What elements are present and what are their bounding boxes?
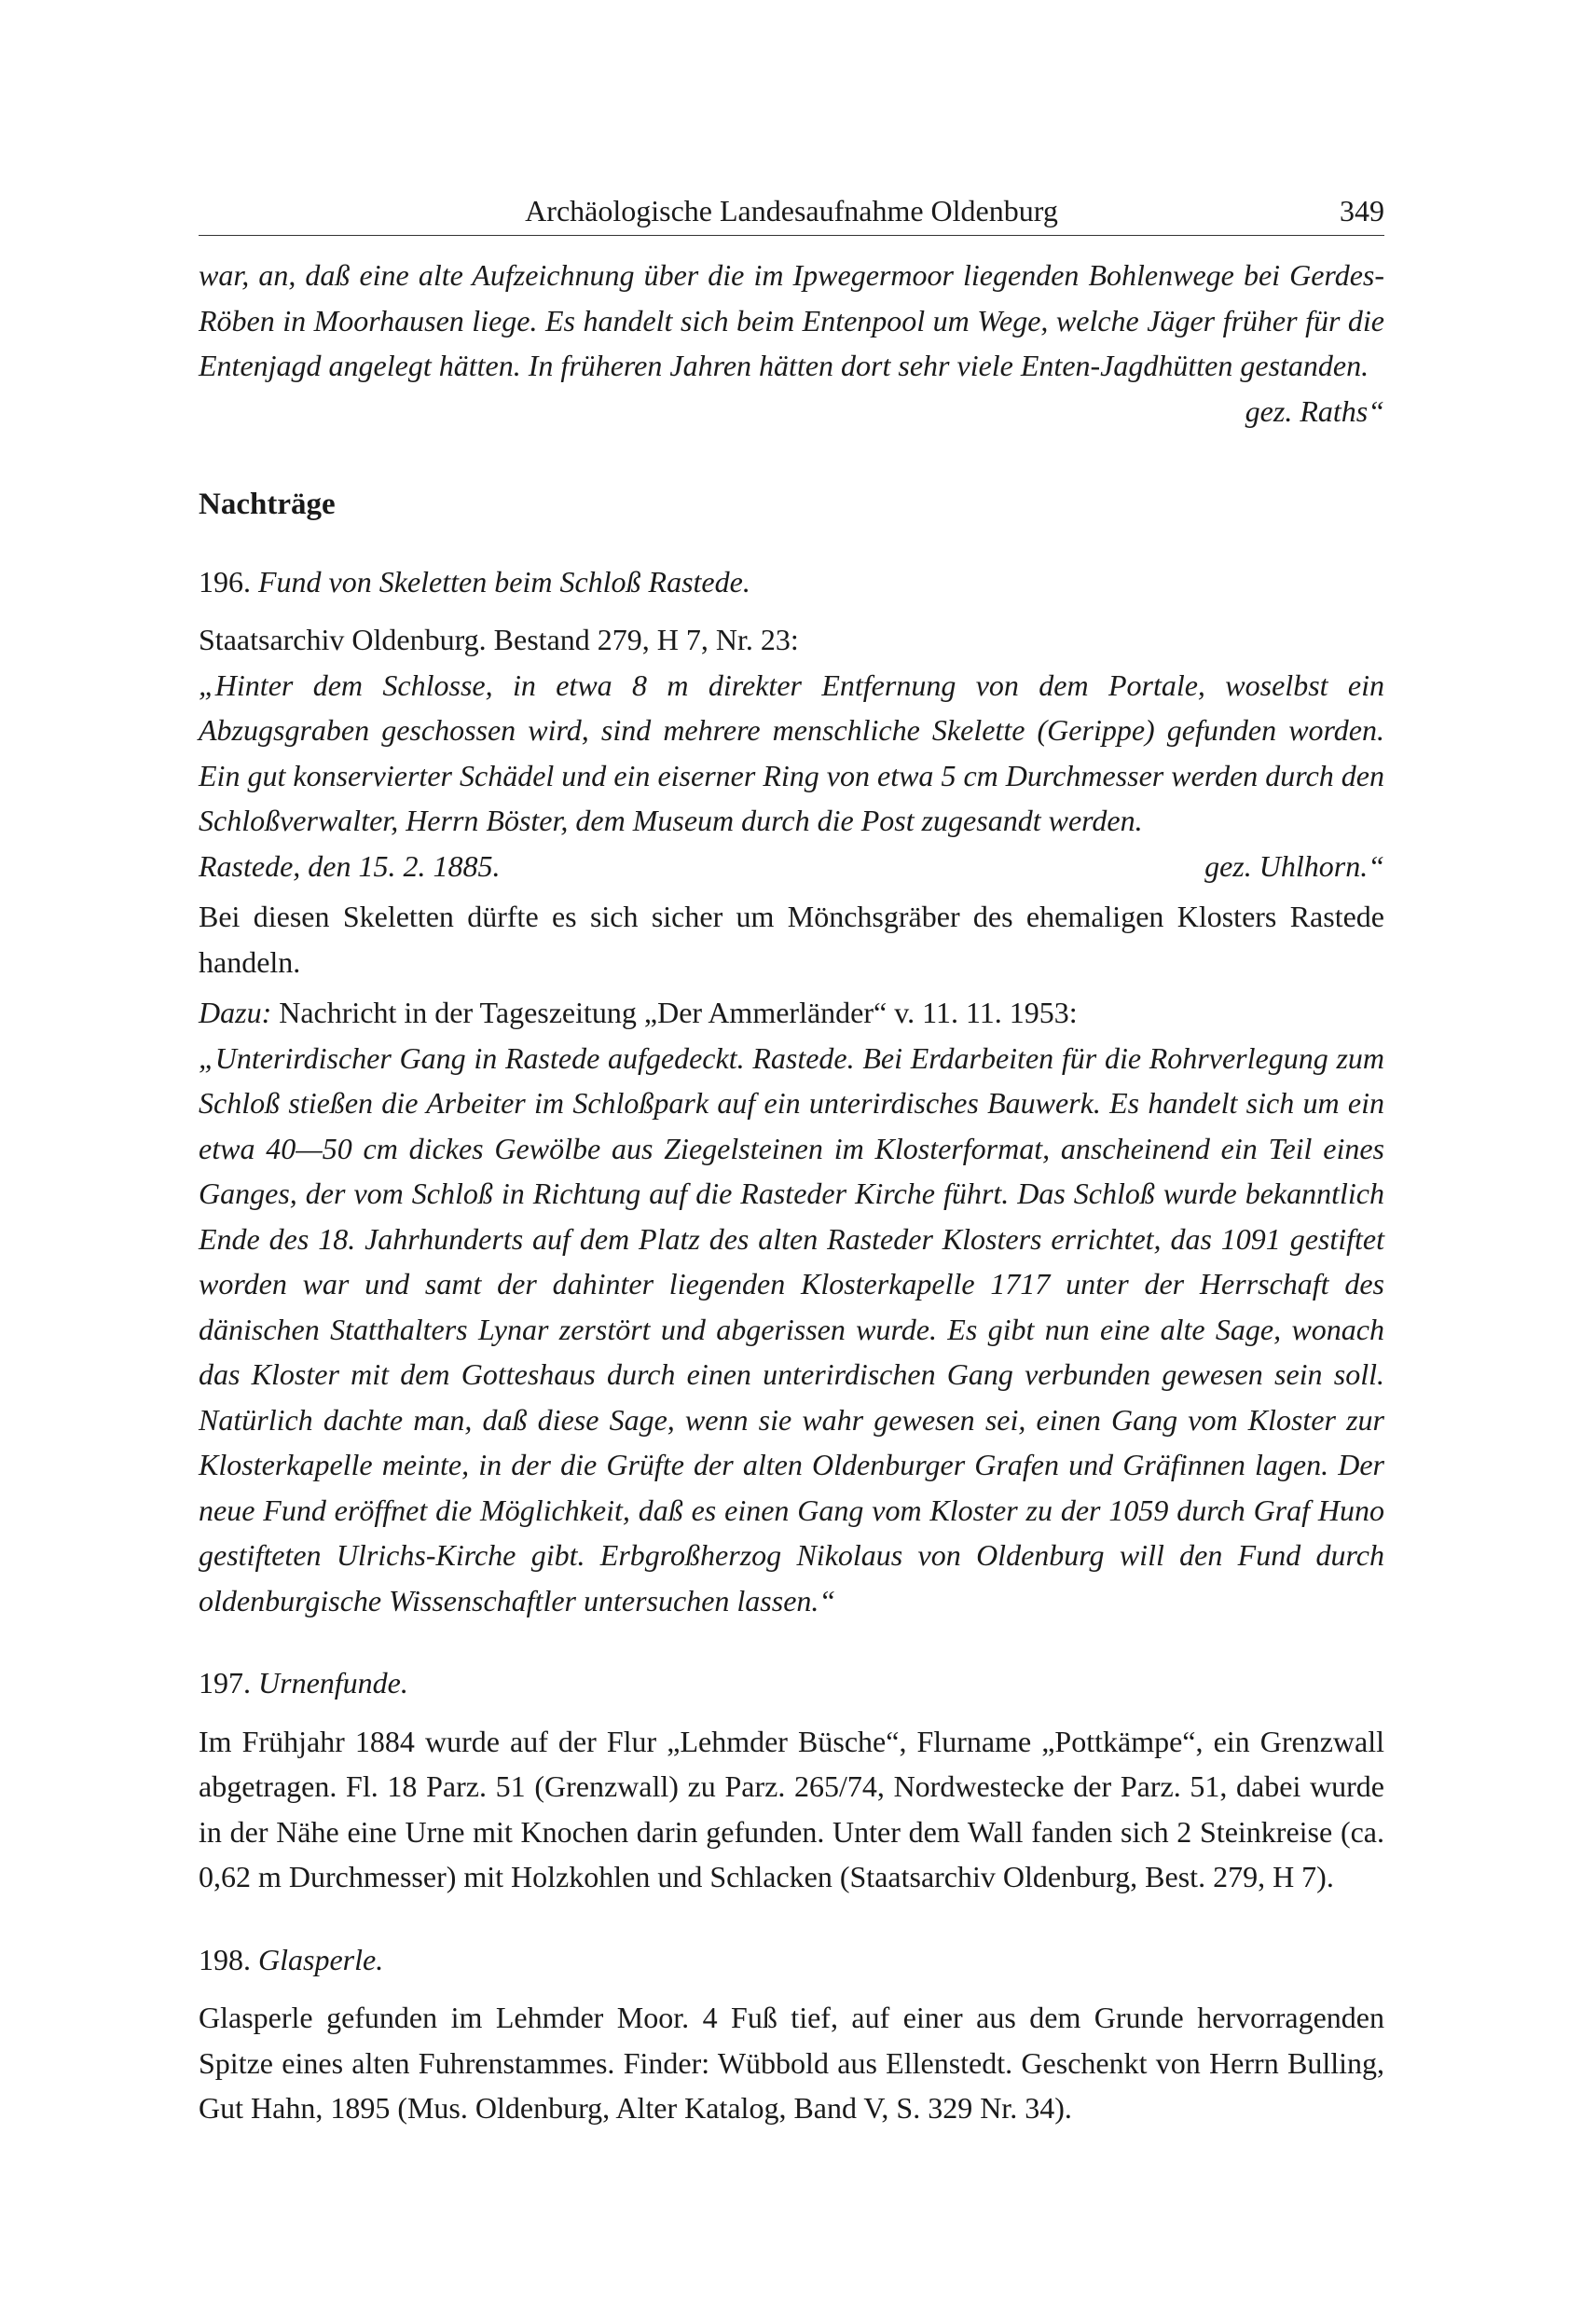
entry-197-title: Urnenfunde. xyxy=(258,1666,408,1700)
document-page xyxy=(199,186,1384,2131)
entry-198-title: Glasperle. xyxy=(258,1942,384,1976)
page-number: 349 xyxy=(1340,194,1384,227)
section-heading: Nachträge xyxy=(199,488,336,521)
entry-197-text: Im Frühjahr 1884 wurde auf der Flur „Lehmder Büsche“, Flurname „Pottkämpe“, ein Grenzwall abgetragen. Fl. 18 Parz. 51 (Grenzwall) zu Parz. 265/74, Nordwestecke der Parz. 51, dabei wurde in der Nähe eine Urne mit Knochen darin gefunden. Unter dem Wall fanden sich 2 Steinkreise (ca. 0,62 m Durchmesser) mit Holzkohlen und Schlacken (Staatsarchiv Oldenburg, Best. 279, H 7). xyxy=(199,1724,1384,1893)
entry-198-heading xyxy=(199,1937,1384,1983)
running-title: Archäologische Landesaufnahme Oldenburg xyxy=(525,194,1058,227)
dazu-text: Nachricht in der Tageszeitung „Der Ammerländer“ v. 11. 11. 1953: xyxy=(271,996,1078,1029)
dazu-label: Dazu: xyxy=(199,996,272,1029)
entry-196-dazu xyxy=(199,990,1384,1036)
entry-196-signature: gez. Uhlhorn.“ xyxy=(1204,848,1384,883)
entry-196-quote: „Hinter dem Schlosse, in etwa 8 m direkter Entfernung von dem Portale, woselbst ein Abzugsgraben geschossen wird, sind mehrere menschliche Skelette (Gerippe) gefunden worden. Ein gut konservierter Schädel und ein eiserner Ring von etwa 5 cm Durchmesser werden durch den Schloßverwalter, Herrn Böster, dem Museum durch die Post zugesandt werden. xyxy=(199,667,1384,837)
intro-signature: gez. Raths“ xyxy=(1245,393,1384,428)
entry-196-number: 196. xyxy=(199,564,251,599)
entry-196-source: Staatsarchiv Oldenburg. Bestand 279, H 7, Nr. 23: xyxy=(199,623,799,656)
intro-signoff xyxy=(199,389,1384,434)
entry-196-heading xyxy=(199,559,1384,605)
entry-196-newspaper-quote: „Unterirdischer Gang in Rastede aufgedeckt. Rastede. Bei Erdarbeiten für die Rohrverlegung zum Schloß stießen die Arbeiter im Schloßpark auf ein unterirdisches Bauwerk. Es handelt sich um ein etwa 40—50 cm dickes Gewölbe aus Ziegelsteinen im Klosterformat, anscheinend ein Teil eines Ganges, der vom Schloß in Richtung auf die Rasteder Kirche führt. Das Schloß wurde bekanntlich Ende des 18. Jahrhunderts auf dem Platz des alten Rasteder Klosters errichtet, das 1091 gestiftet worden war und samt der dahinter liegenden Klosterkapelle 1717 unter der Herrschaft des dänischen Statthalters Lynar zerstört und abgerissen wurde. Es gibt nun eine alte Sage, wonach das Kloster mit dem Gotteshaus durch einen unterirdischen Gang verbunden gewesen sein soll. Natürlich dachte man, daß diese Sage, wenn sie wahr gewesen sei, einen Gang vom Kloster zur Klosterkapelle meinte, in der die Grüfte der alten Oldenburger Grafen und Gräfinnen lagen. Der neue Fund eröffnet die Möglichkeit, daß es einen Gang vom Kloster zu der 1059 durch Graf Huno gestifteten Ulrichs-Kirche gibt. Erbgroßherzog Nikolaus von Oldenburg will den Fund durch oldenburgische Wissenschaftler untersuchen lassen.“ xyxy=(199,1040,1384,1617)
intro-paragraph xyxy=(199,253,1384,389)
running-header xyxy=(199,186,1384,236)
entry-198-text: Glasperle gefunden im Lehmder Moor. 4 Fuß tief, auf einer aus dem Grunde hervorragenden Spitze eines alten Fuhrenstammes. Finder: Wübbold aus Ellenstedt. Geschenkt von Herrn Bulling, Gut Hahn, 1895 (Mus. Oldenburg, Alter Katalog, Band V, S. 329 Nr. 34). xyxy=(199,2001,1384,2125)
entry-196-title: Fund von Skeletten beim Schloß Rastede. xyxy=(258,564,750,599)
entry-198-number: 198. xyxy=(199,1942,251,1976)
entry-197-number: 197. xyxy=(199,1666,251,1700)
entry-196-place-date: Rastede, den 15. 2. 1885. xyxy=(199,848,501,883)
intro-text: war, an, daß eine alte Aufzeichnung über die im Ipwegermoor liegenden Bohlenwege bei Gerdes-Röben in Moorhausen liege. Es handelt sich beim Entenpool um Wege, welche Jäger früher für die Entenjagd angelegt hätten. In früheren Jahren hätten dort sehr viele Enten-Jagdhütten gestanden. xyxy=(199,258,1384,382)
entry-196-comment: Bei diesen Skeletten dürfte es sich sicher um Mönchsgräber des ehemaligen Klosters Rastede handeln. xyxy=(199,900,1384,979)
entry-197-heading xyxy=(199,1660,1384,1706)
entry-196-signoff xyxy=(199,844,1384,889)
